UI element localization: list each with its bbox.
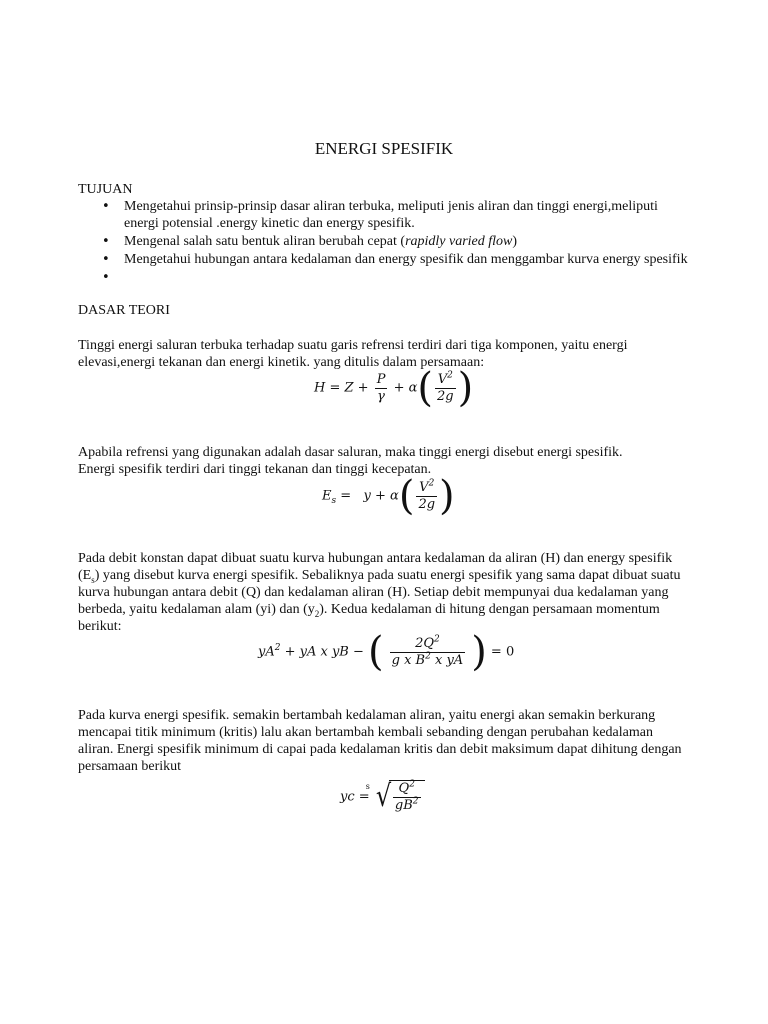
eq4-num-sup: 2 bbox=[409, 779, 415, 790]
paragraph-3-part-c: ). Kedua kedalaman di hitung dengan persamaan momentum berikut: bbox=[78, 602, 660, 634]
eq3-mid: + yA x yB − bbox=[280, 644, 369, 660]
eq1-frac1-num: P bbox=[376, 371, 386, 387]
list-item bbox=[78, 233, 690, 250]
dasar-teori-heading: DASAR TEORI bbox=[78, 303, 170, 318]
list-item-italic-text: rapidly varied flow bbox=[405, 234, 513, 249]
eq1-lhs: H = Z + bbox=[314, 380, 373, 396]
eq3-frac-den-a: g x B bbox=[391, 652, 426, 668]
paragraph-3-part-a: Pada debit konstan dapat dibuat suatu kurva hubungan antara kedalaman da aliran (H) dan energy spesifik (E bbox=[78, 551, 673, 583]
root-sign-icon: s √ $\frac{Q^2}{gB^2}$ bbox=[374, 780, 425, 814]
tujuan-list bbox=[78, 198, 690, 286]
eq4-num: Q bbox=[398, 781, 410, 796]
eq1-frac1-den: γ bbox=[377, 388, 385, 404]
list-item-text: Mengetahui hubungan antara kedalaman dan energy spesifik dan menggambar kurva energy spesifik bbox=[124, 252, 688, 267]
eq1-frac2-den: 2g bbox=[436, 388, 454, 404]
eq2-lhs: E bbox=[322, 488, 332, 504]
page-title: ENERGI SPESIFIK bbox=[314, 139, 454, 158]
left-paren-icon: ( bbox=[417, 365, 433, 411]
right-paren-icon: ) bbox=[457, 365, 474, 411]
paragraph-3-sub-s: s bbox=[91, 574, 95, 585]
eq3-fraction bbox=[390, 636, 466, 669]
right-paren-icon: ) bbox=[471, 629, 487, 675]
list-item bbox=[78, 198, 690, 232]
eq1-fraction-v2-2g bbox=[435, 372, 456, 405]
eq3-rhs: = 0 bbox=[486, 644, 515, 660]
list-item-text: Mengenal salah satu bentuk aliran berubah cepat ( bbox=[124, 234, 406, 249]
list-item-text: Mengetahui prinsip-prinsip dasar aliran terbuka, meliputi jenis aliran dan tinggi energi,meliputi energi potensial .energy kinetic dan energy spesifik. bbox=[124, 199, 658, 231]
eq1-frac2-sup: 2 bbox=[447, 370, 453, 381]
paragraph-2-line-2: Energi spesifik terdiri dari tinggi tekanan dan tinggi kecepatan. bbox=[78, 462, 432, 477]
eq2-fraction-v2-2g bbox=[416, 480, 437, 513]
paragraph-3 bbox=[78, 550, 690, 635]
paragraph-2-line-1: Apabila refrensi yang digunakan adalah dasar saluran, maka tinggi energi disebut energi spesifik. bbox=[78, 445, 623, 460]
eq3-frac-num: 2Q bbox=[415, 635, 434, 651]
eq3-frac-num-sup: 2 bbox=[434, 634, 440, 645]
eq3-lhs: yA bbox=[258, 644, 275, 660]
eq1-fraction-p-gamma bbox=[375, 372, 388, 405]
tujuan-heading: TUJUAN bbox=[78, 182, 133, 197]
eq3-lhs-sup: 2 bbox=[274, 643, 281, 654]
left-paren-icon: ( bbox=[398, 473, 415, 519]
list-item-text-close: ) bbox=[512, 234, 518, 249]
list-item bbox=[78, 269, 690, 286]
paragraph-3-sub-2: 2 bbox=[314, 608, 320, 619]
eq4-fraction bbox=[393, 781, 421, 814]
eq1-frac2-num: V bbox=[437, 371, 448, 387]
eq4-den-sup: 2 bbox=[412, 796, 419, 807]
eq4-den: gB bbox=[394, 798, 413, 813]
paragraph-4: Pada kurva energi spesifik. semakin bertambah kedalaman aliran, yaitu energi akan semakin berkurang mencapai titik minimum (kritis) lalu akan bertambah kembali sebanding dengan perubahan kedalaman aliran. Energi spesifik minimum di capai pada kedalaman kritis dan debit maksimum dapat dihitung dengan persamaan berikut bbox=[78, 708, 682, 774]
eq2-frac-num: V bbox=[419, 479, 429, 495]
eq1-mid: + α bbox=[389, 380, 418, 396]
eq2-frac-den: 2g bbox=[418, 496, 436, 512]
eq2-mid: = y + α bbox=[336, 488, 399, 504]
paragraph-3-part-b: ) yang disebut kurva energi spesifik. Sebaliknya pada suatu energi spesifik yang sama dapat dibuat suatu kurva hubungan antara debit (Q) dan kedalaman aliran (H). Setiap debit mempunyai dua kedalaman yang berbeda, yaitu kedalaman alam (yi) dan (y bbox=[78, 568, 681, 617]
paragraph-1: Tinggi energi saluran terbuka terhadap suatu garis refrensi terdiri dari tiga komponen, yaitu energi elevasi,energi tekanan dan energi kinetik. yang ditulis dalam persamaan: bbox=[78, 338, 628, 370]
eq4-root-index: s bbox=[365, 782, 370, 791]
eq3-frac-den-sup: 2 bbox=[425, 651, 431, 662]
eq2-frac-sup: 2 bbox=[428, 478, 435, 489]
left-paren-icon: ( bbox=[368, 629, 384, 675]
eq4-lhs: yc = bbox=[340, 789, 374, 805]
right-paren-icon: ) bbox=[439, 473, 455, 519]
eq2-lhs-sub: s bbox=[331, 496, 337, 507]
list-item bbox=[78, 251, 690, 268]
eq3-frac-den-b: x yA bbox=[430, 652, 464, 668]
